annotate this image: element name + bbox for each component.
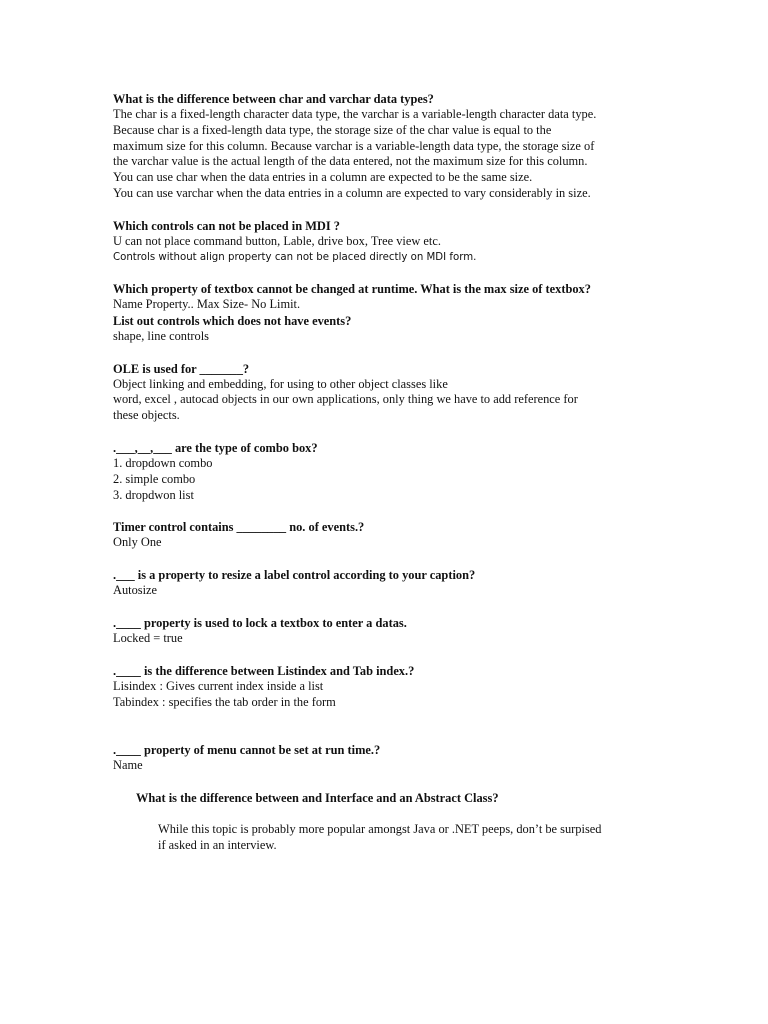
answer-line: Object linking and embedding, for using to other object classes like — [113, 376, 448, 391]
answer-line: if asked in an interview. — [158, 838, 277, 853]
answer-line: Locked = true — [113, 631, 183, 646]
question-listindex-tabindex: .____ is the difference between Listindex and Tab index.? — [113, 663, 415, 678]
answer-line: 2. simple combo — [113, 471, 196, 486]
answer-line: shape, line controls — [113, 328, 210, 343]
answer-line: While this topic is probably more popular amongst Java or .NET peeps, don’t be surpised — [158, 822, 602, 837]
question-menu-property: .____ property of menu cannot be set at run time.? — [113, 743, 381, 758]
answer-line: Name Property.. Max Size- No Limit. — [113, 297, 301, 312]
question-ole: OLE is used for _______? — [113, 361, 250, 376]
answer-line: 3. dropdwon list — [113, 487, 194, 502]
answer-line: maximum size for this column. Because varchar is a variable-length data type, the storage size of — [113, 138, 595, 153]
question-mdi-controls: Which controls can not be placed in MDI ? — [113, 218, 340, 233]
answer-line: 1. dropdown combo — [113, 456, 213, 471]
question-timer-events: Timer control contains ________ no. of events.? — [113, 520, 365, 535]
answer-line: You can use char when the data entries in a column are expected to be the same size. — [113, 170, 533, 185]
answer-line: Lisindex : Gives current index inside a list — [113, 678, 324, 693]
answer-line: U can not place command button, Lable, drive box, Tree view etc. — [113, 233, 441, 248]
answer-line: Name — [113, 758, 143, 773]
question-combo-box-types: .___,__,___ are the type of combo box? — [113, 441, 318, 456]
question-controls-no-events: List out controls which does not have events? — [113, 313, 352, 328]
question-interface-abstract: What is the difference between and Interface and an Abstract Class? — [136, 791, 499, 806]
answer-line: word, excel , autocad objects in our own applications, only thing we have to add reference for — [113, 392, 578, 407]
answer-line: Because char is a fixed-length data type, the storage size of the char value is equal to the — [113, 122, 552, 137]
question-textbox-property: Which property of textbox cannot be changed at runtime. What is the max size of textbox? — [113, 282, 591, 297]
answer-line: Only One — [113, 535, 162, 550]
answer-line: the varchar value is the actual length of the data entered, not the maximum size for this column. — [113, 154, 588, 169]
answer-line: Tabindex : specifies the tab order in the form — [113, 694, 336, 709]
answer-line: Autosize — [113, 583, 158, 598]
answer-line: these objects. — [113, 408, 180, 423]
answer-line: Controls without align property can not be placed directly on MDI form. — [113, 251, 477, 263]
answer-line: The char is a fixed-length character data type, the varchar is a variable-length character data type. — [113, 107, 597, 121]
document-page — [113, 91, 753, 854]
question-lock-textbox: .____ property is used to lock a textbox to enter a datas. — [113, 616, 407, 631]
question-char-varchar: What is the difference between char and varchar data types? — [113, 92, 434, 106]
answer-line: You can use varchar when the data entries in a column are expected to vary considerably in size. — [113, 185, 591, 200]
question-autosize: .___ is a property to resize a label control according to your caption? — [113, 568, 476, 583]
